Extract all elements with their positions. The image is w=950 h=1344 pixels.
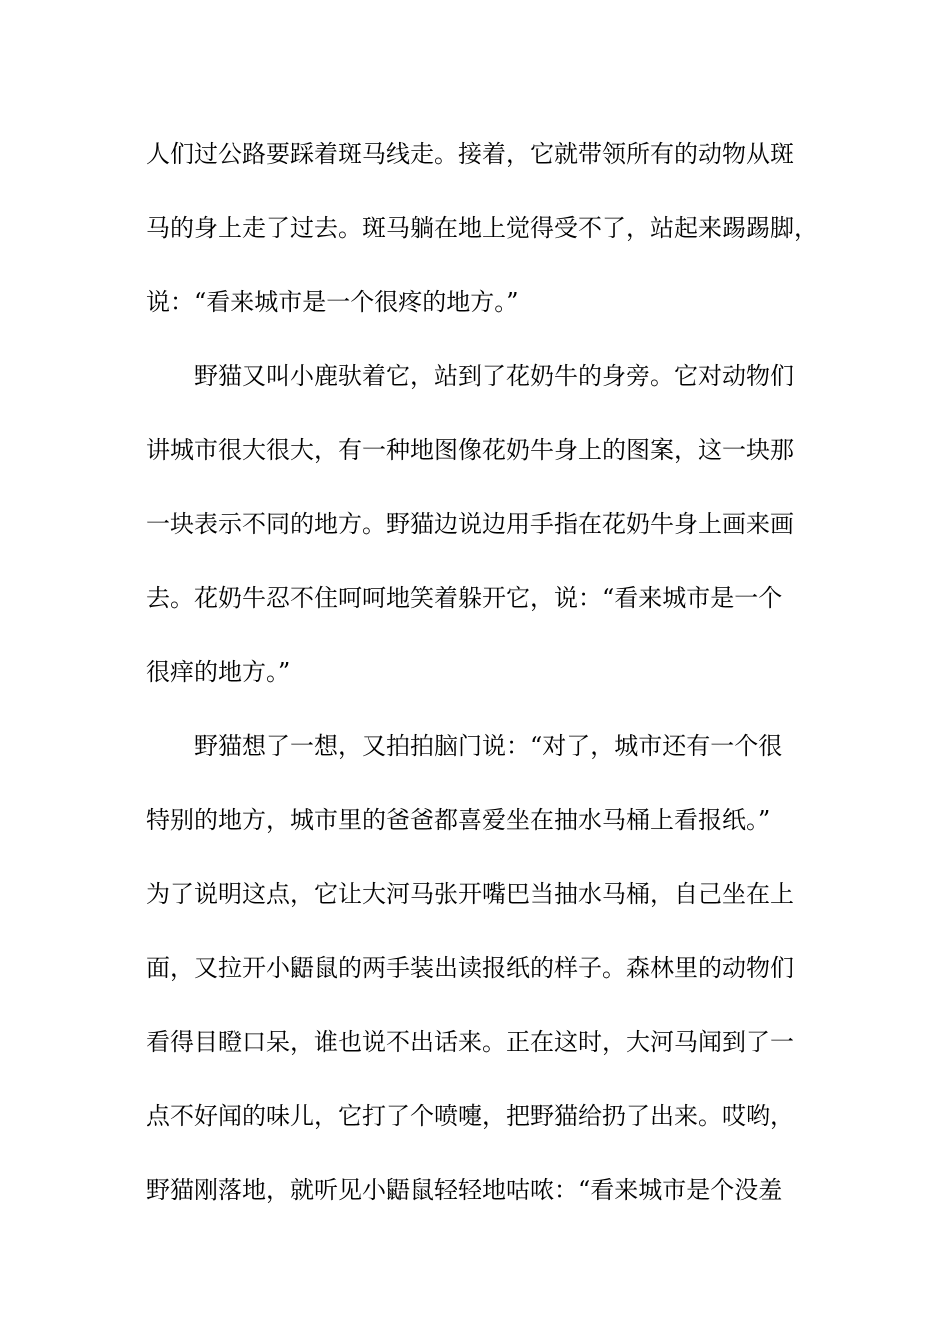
- text-line-10: 特别的地方，城市里的爸爸都喜爱坐在抽水马桶上看报纸。”: [146, 806, 771, 834]
- text-line-15: 野猫刚落地，就听见小鼯鼠轻轻地咕哝：“看来城市是个没羞: [146, 1176, 783, 1204]
- text-line-13: 看得目瞪口呆，谁也说不出话来。正在这时，大河马闻到了一: [146, 1028, 794, 1056]
- body-text: [146, 134, 818, 1244]
- text-line-11: 为了说明这点，它让大河马张开嘴巴当抽水马桶，自己坐在上: [146, 880, 794, 908]
- text-line-6: 一块表示不同的地方。野猫边说边用手指在花奶牛身上画来画: [146, 510, 794, 538]
- text-line-5: 讲城市很大很大，有一种地图像花奶牛身上的图案，这一块那: [146, 436, 794, 464]
- text-line-14: 点不好闻的味儿，它打了个喷嚏，把野猫给扔了出来。哎哟，: [146, 1102, 794, 1130]
- text-line-9: 野猫想了一想，又拍拍脑门说：“对了，城市还有一个很: [194, 732, 783, 760]
- text-line-8: 很痒的地方。”: [146, 658, 291, 686]
- text-line-1: 人们过公路要踩着斑马线走。接着，它就带领所有的动物从斑: [146, 140, 794, 168]
- text-line-12: 面，又拉开小鼯鼠的两手装出读报纸的样子。森林里的动物们: [146, 954, 794, 982]
- text-line-2: 马的身上走了过去。斑马躺在地上觉得受不了，站起来踢踢脚，: [146, 214, 818, 242]
- text-line-7: 去。花奶牛忍不住呵呵地笑着躲开它，说：“看来城市是一个: [146, 584, 783, 612]
- text-line-3: 说：“看来城市是一个很疼的地方。”: [146, 288, 519, 316]
- text-line-4: 野猫又叫小鹿驮着它，站到了花奶牛的身旁。它对动物们: [194, 362, 794, 390]
